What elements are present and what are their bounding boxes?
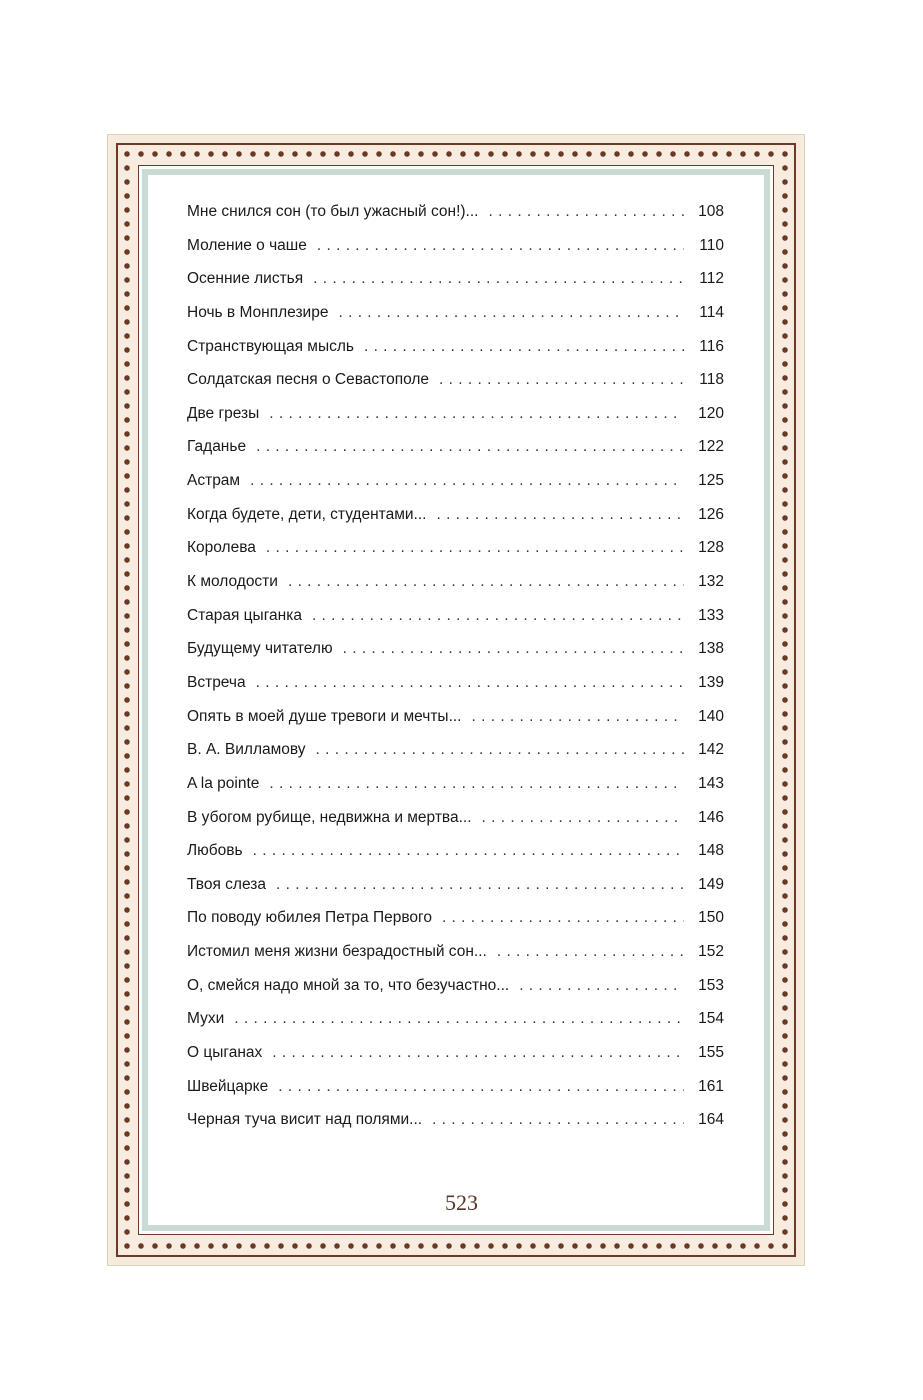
toc-entry-title: Солдатская песня о Севастополе — [187, 371, 430, 389]
dot-leader — [288, 573, 684, 591]
toc-entry — [187, 1111, 724, 1145]
toc-entry-page: 148 — [698, 842, 724, 860]
toc-entry — [187, 943, 724, 977]
toc-entry — [187, 539, 724, 573]
toc-entry — [187, 237, 724, 271]
dot-leader — [488, 203, 684, 221]
toc-entry — [187, 1044, 724, 1078]
dot-leader — [272, 1044, 684, 1062]
toc-entry-page: 154 — [698, 1010, 724, 1028]
dot-leader — [364, 338, 684, 356]
toc-entry — [187, 472, 724, 506]
toc-entry-title: Ночь в Монплезире — [187, 303, 329, 321]
toc-entry-page: 161 — [698, 1077, 724, 1095]
dot-leader — [471, 708, 684, 726]
toc-entry — [187, 371, 724, 405]
dot-leader — [269, 405, 684, 423]
page-number: 523 — [445, 1190, 478, 1215]
toc-entry-title: О цыганах — [187, 1044, 263, 1062]
toc-entry — [187, 573, 724, 607]
dot-leader — [250, 472, 684, 490]
toc-entry-page: 126 — [698, 505, 724, 523]
toc-entry-page: 108 — [698, 203, 724, 220]
toc-entry-title: Черная туча висит над полями... — [187, 1111, 423, 1129]
toc-entry-title: Любовь — [187, 842, 243, 860]
dot-leader — [436, 506, 684, 524]
dot-leader — [269, 775, 684, 793]
toc-entry-title: Твоя слеза — [187, 875, 266, 893]
dot-leader — [276, 876, 684, 894]
dot-leader — [256, 674, 684, 692]
toc-entry-page: 128 — [698, 539, 724, 557]
toc-entry-page: 143 — [698, 774, 724, 792]
dot-leader — [278, 1078, 684, 1096]
toc-entry — [187, 1078, 724, 1112]
dot-leader — [482, 809, 684, 827]
toc-entry-title: Мухи — [187, 1010, 225, 1028]
toc-entry-page: 112 — [699, 270, 724, 288]
dot-leader — [343, 640, 684, 658]
toc-entry-title: Истомил меня жизни безрадостный сон... — [187, 943, 487, 961]
toc-entry — [187, 909, 724, 943]
toc-entry-title: К молодости — [187, 573, 278, 591]
toc-entry-title: О, смейся надо мной за то, что безучастно... — [187, 976, 510, 994]
toc-entry — [187, 674, 724, 708]
toc-entry-page: 110 — [699, 236, 724, 254]
dot-leader — [256, 438, 684, 456]
toc-entry — [187, 809, 724, 843]
toc-entry-page: 114 — [699, 303, 724, 321]
dot-leader — [234, 1010, 684, 1028]
toc-entry-title: Астрам — [187, 472, 241, 490]
toc-entry-page: 133 — [698, 606, 724, 624]
toc-entry-title: Королева — [187, 539, 256, 557]
toc-entry-page: 118 — [699, 371, 724, 389]
toc-entry-title: Опять в моей душе тревоги и мечты... — [187, 707, 462, 725]
toc-entry-page: 116 — [699, 337, 724, 355]
toc-entry-page: 152 — [698, 943, 724, 961]
toc-entry-title: Встреча — [187, 673, 246, 691]
toc-entry — [187, 842, 724, 876]
toc-entry-page: 150 — [698, 909, 724, 927]
toc-entry — [187, 438, 724, 472]
toc-entry-page: 140 — [698, 707, 724, 725]
toc-entry-title: Швейцарке — [187, 1077, 269, 1095]
toc-entry-title: Гаданье — [187, 438, 247, 456]
toc-entry-title: A la pointe — [187, 774, 260, 792]
toc-entry-title: В. А. Вилламову — [187, 741, 306, 759]
toc-entry-title: По поводу юбилея Петра Первого — [187, 909, 432, 927]
dot-leader — [317, 237, 684, 255]
toc-entry — [187, 640, 724, 674]
toc-entry — [187, 977, 724, 1011]
toc-entry-title: В убогом рубище, недвижна и мертва... — [187, 808, 472, 826]
toc-entry — [187, 775, 724, 809]
dot-leader — [519, 977, 684, 995]
toc-entry — [187, 607, 724, 641]
toc-entry-page: 120 — [698, 404, 724, 422]
toc-entry-page: 155 — [698, 1044, 724, 1062]
dot-leader — [316, 741, 684, 759]
dot-leader — [313, 270, 684, 288]
toc-entry-page: 132 — [698, 573, 724, 591]
toc-entry-title: Старая цыганка — [187, 606, 302, 624]
dot-leader — [338, 304, 684, 322]
dot-leader — [266, 539, 684, 557]
toc-entry-page: 149 — [698, 875, 724, 893]
toc-entry-title: Осенние листья — [187, 270, 304, 288]
toc-entry — [187, 876, 724, 910]
toc-entry — [187, 304, 724, 338]
dot-leader — [312, 607, 684, 625]
toc-entry-title: Будущему читателю — [187, 640, 333, 658]
toc-entry-title: Две грезы — [187, 404, 260, 422]
toc-entry-page: 164 — [698, 1111, 724, 1129]
toc-entry — [187, 338, 724, 372]
toc-entry-page: 122 — [698, 438, 724, 456]
toc-entry-page: 138 — [698, 640, 724, 658]
dot-leader — [442, 909, 684, 927]
dot-leader — [497, 943, 684, 961]
toc-entry — [187, 708, 724, 742]
table-of-contents — [187, 203, 724, 1145]
toc-entry-title: Моление о чаше — [187, 236, 307, 254]
toc-entry-page: 142 — [698, 741, 724, 759]
dot-leader — [253, 842, 684, 860]
dot-leader — [432, 1111, 684, 1129]
toc-entry-title: Когда будете, дети, студентами... — [187, 505, 427, 523]
dot-leader — [439, 371, 684, 389]
toc-entry-page: 153 — [698, 976, 724, 994]
toc-entry — [187, 270, 724, 304]
toc-entry-page: 146 — [698, 808, 724, 826]
toc-entry — [187, 741, 724, 775]
toc-entry — [187, 506, 724, 540]
toc-entry-title: Мне снился сон (то был ужасный сон!)... — [187, 203, 479, 220]
toc-entry — [187, 1010, 724, 1044]
toc-entry-page: 125 — [698, 472, 724, 490]
toc-entry — [187, 203, 724, 237]
toc-entry-page: 139 — [698, 673, 724, 691]
toc-entry — [187, 405, 724, 439]
toc-entry-title: Странствующая мысль — [187, 337, 354, 355]
